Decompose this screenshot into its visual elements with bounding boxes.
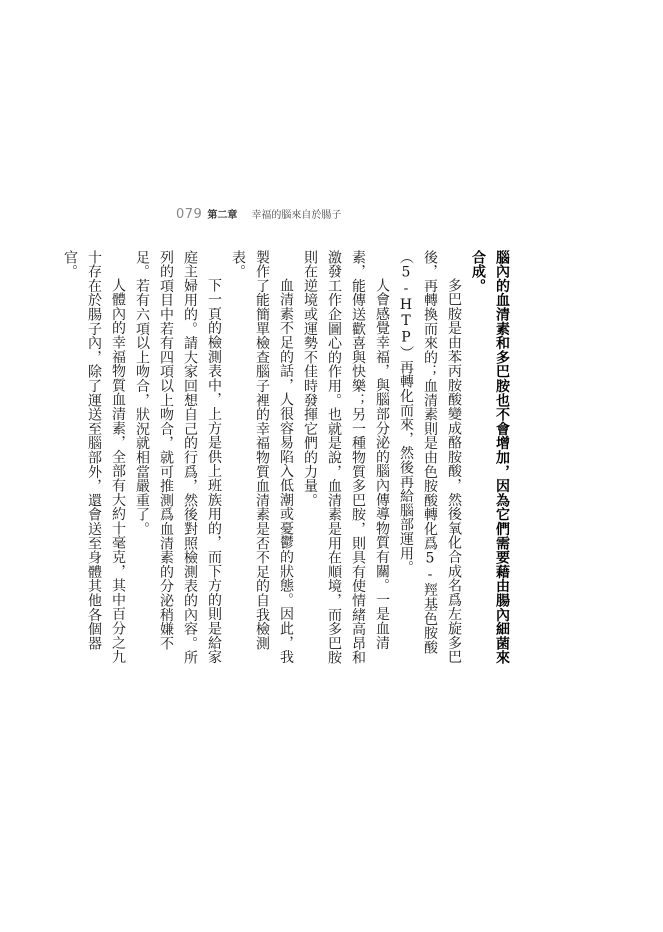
chapter-title: 幸福的腦來自於腸子: [251, 210, 342, 221]
paragraph-3: 血清素不足的話，人很容易陷入低潮或憂鬱的狀態。因此，我製作了能簡單檢查腦子裡的幸福物質血清素是否不足的自我檢測表。: [230, 250, 294, 665]
paragraph-4: 下一頁的檢測表中，上方是供上班族用的，而下方的則是給家庭主婦用的。請大家回想自己的行爲，然後對照檢測表的內容。所列的項目中若有四項以上吻合，就可推測爲血清素的分泌稍嫌不足。若有六項以上吻合，狀況就相當嚴重了。: [134, 250, 222, 665]
page-number: 079: [176, 207, 203, 222]
body-text: [62, 250, 514, 670]
chapter-label: 第二章: [207, 210, 238, 221]
running-head: [176, 206, 341, 222]
paragraph-5: 人體內的幸福物質血清素，全部有大約十毫克，其中百分之九十存在於腸子內，除了運送至腦部外，還會送至身體其他各個器官。: [62, 250, 126, 665]
section-heading: 腦內的血清素和多巴胺也不會增加，因為它們需要藉由腸內細菌來合成。: [470, 250, 510, 665]
paragraph-2: 人會感覺幸福，與腦部分泌的腦內傳導物質有關。一是血清素，能傳送歡喜與快樂；另一種物質多巴胺，則具有使情緒高昂和激發工作企圖心的作用。也就是說，血清素是用在順境，而多巴胺則在逆境或運勢不佳時發揮它們的力量。: [302, 250, 390, 665]
paragraph-1: 多巴胺是由苯丙胺酸變成酪胺酸，然後氧化合成名爲左旋多巴後，再轉換而來的；血清素則是由色胺酸轉化爲5-羥基色胺酸（5-HTP）再轉化而來，然後再給腦部運用。: [398, 250, 462, 665]
